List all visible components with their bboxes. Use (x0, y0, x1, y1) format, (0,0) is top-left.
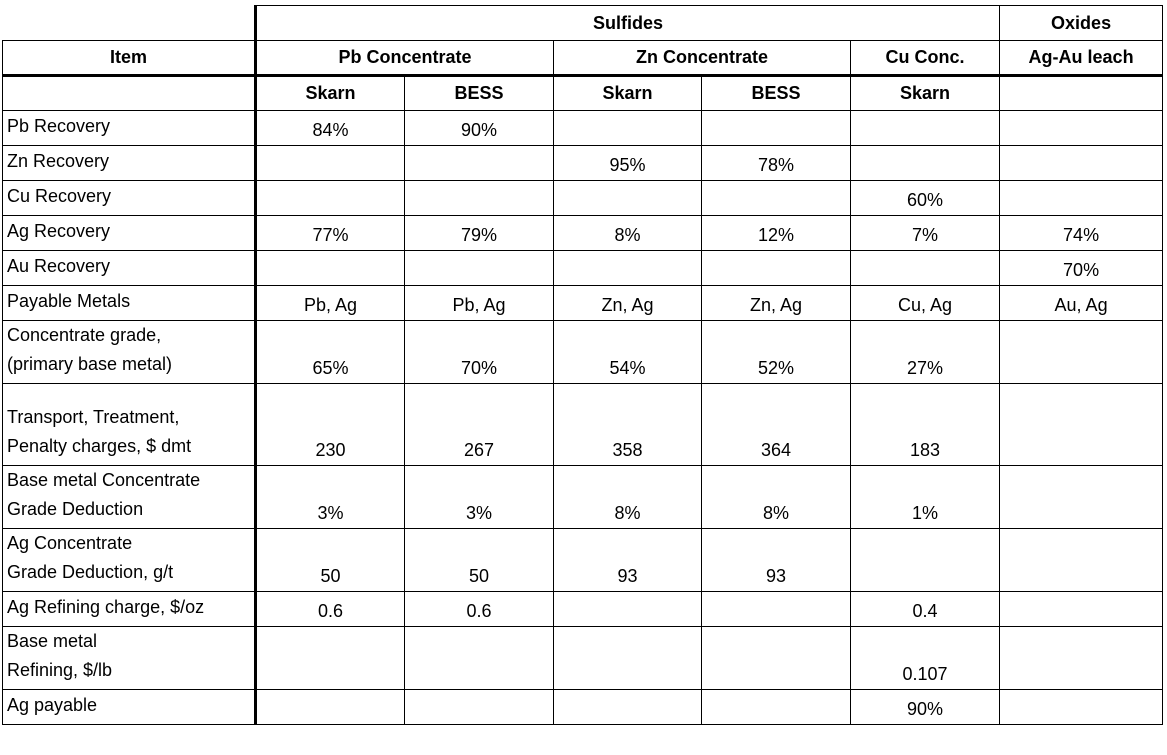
row-label-line2: Penalty charges, $ dmt (7, 436, 192, 456)
table-cell (851, 529, 1000, 592)
sulfides-header: Sulfides (256, 6, 1000, 41)
table-cell (256, 690, 405, 725)
pb-concentrate-header: Pb Concentrate (256, 41, 554, 76)
table-cell: 12% (702, 216, 851, 251)
row-label-line2: Grade Deduction (7, 499, 144, 519)
row-label: Ag Refining charge, $/oz (3, 592, 256, 627)
recovery-table (2, 5, 1163, 725)
row-label (3, 466, 256, 529)
subheader-blank (3, 76, 256, 111)
table-cell: 3% (256, 466, 405, 529)
subheader-pb-bess: BESS (405, 76, 554, 111)
table-cell (1000, 384, 1163, 466)
table-row (3, 286, 1163, 321)
table-cell: 54% (554, 321, 702, 384)
row-label-line2: Grade Deduction, g/t (7, 562, 174, 582)
table-cell (554, 627, 702, 690)
table-cell: 79% (405, 216, 554, 251)
table-cell (1000, 111, 1163, 146)
table-cell (702, 111, 851, 146)
table-row (3, 251, 1163, 286)
table-cell (851, 111, 1000, 146)
table-cell (554, 111, 702, 146)
table-row (3, 111, 1163, 146)
corner-cell (3, 6, 256, 41)
table-cell: 0.107 (851, 627, 1000, 690)
table-cell (256, 627, 405, 690)
table-cell (554, 592, 702, 627)
table-row (3, 321, 1163, 384)
table-cell: 52% (702, 321, 851, 384)
row-label-line1: Base metal (7, 631, 98, 651)
table-cell (1000, 690, 1163, 725)
table-cell: 60% (851, 181, 1000, 216)
table-cell (1000, 592, 1163, 627)
subheader-zn-skarn: Skarn (554, 76, 702, 111)
table-cell (1000, 529, 1163, 592)
row-label: Pb Recovery (3, 111, 256, 146)
table-row (3, 592, 1163, 627)
table-row (3, 216, 1163, 251)
table-cell (405, 627, 554, 690)
row-label-line1: Transport, Treatment, (7, 407, 180, 427)
table-row (3, 384, 1163, 466)
table-cell: 183 (851, 384, 1000, 466)
row-label (3, 529, 256, 592)
row-label: Au Recovery (3, 251, 256, 286)
subheader-agau (1000, 76, 1163, 111)
row-label-line2: Refining, $/lb (7, 660, 113, 680)
table-cell: 90% (851, 690, 1000, 725)
table-cell (405, 690, 554, 725)
row-label (3, 384, 256, 466)
table-cell (851, 146, 1000, 181)
table-cell: 50 (405, 529, 554, 592)
table-cell (702, 592, 851, 627)
zn-concentrate-header: Zn Concentrate (554, 41, 851, 76)
table-cell: 8% (554, 216, 702, 251)
table-cell (1000, 627, 1163, 690)
table-cell: Zn, Ag (554, 286, 702, 321)
table-cell: 77% (256, 216, 405, 251)
table-cell (1000, 146, 1163, 181)
table-cell: 0.6 (256, 592, 405, 627)
table-cell (405, 181, 554, 216)
row-label-line2: (primary base metal) (7, 354, 173, 374)
table-cell: 0.6 (405, 592, 554, 627)
table-cell: Au, Ag (1000, 286, 1163, 321)
table-cell (702, 627, 851, 690)
table-cell: 364 (702, 384, 851, 466)
table-cell: 78% (702, 146, 851, 181)
table-cell: 74% (1000, 216, 1163, 251)
table-cell: 84% (256, 111, 405, 146)
table-cell (702, 690, 851, 725)
table-cell (554, 251, 702, 286)
table-cell (1000, 181, 1163, 216)
row-label: Ag payable (3, 690, 256, 725)
table-row (3, 466, 1163, 529)
table-cell (1000, 466, 1163, 529)
table-cell: 95% (554, 146, 702, 181)
table-cell: 93 (702, 529, 851, 592)
table-cell (405, 146, 554, 181)
table-cell (554, 690, 702, 725)
row-label: Ag Recovery (3, 216, 256, 251)
table-cell: 1% (851, 466, 1000, 529)
table-cell: 267 (405, 384, 554, 466)
row-label-line1: Concentrate grade, (7, 325, 162, 345)
table-cell: 8% (554, 466, 702, 529)
table-cell (554, 181, 702, 216)
table-cell (702, 251, 851, 286)
table-cell: 93 (554, 529, 702, 592)
subheader-pb-skarn: Skarn (256, 76, 405, 111)
cu-concentrate-header: Cu Conc. (851, 41, 1000, 76)
table-cell: 0.4 (851, 592, 1000, 627)
table-cell: 3% (405, 466, 554, 529)
table-cell: 70% (405, 321, 554, 384)
table-cell: Pb, Ag (405, 286, 554, 321)
table-cell: Zn, Ag (702, 286, 851, 321)
item-header: Item (3, 41, 256, 76)
table-cell: 7% (851, 216, 1000, 251)
row-label-line1: Ag Concentrate (7, 533, 133, 553)
row-label-line1: Base metal Concentrate (7, 470, 201, 490)
oxides-header: Oxides (1000, 6, 1163, 41)
table-row (3, 690, 1163, 725)
table-row (3, 529, 1163, 592)
table-cell (256, 146, 405, 181)
table-cell (405, 251, 554, 286)
table-cell: 90% (405, 111, 554, 146)
table-cell: 230 (256, 384, 405, 466)
row-label (3, 321, 256, 384)
row-label: Cu Recovery (3, 181, 256, 216)
table-cell: 358 (554, 384, 702, 466)
table-cell: Cu, Ag (851, 286, 1000, 321)
table-cell (1000, 321, 1163, 384)
table-cell: 50 (256, 529, 405, 592)
table-cell (851, 251, 1000, 286)
table-cell: 70% (1000, 251, 1163, 286)
table-row (3, 146, 1163, 181)
table-row (3, 181, 1163, 216)
table-cell: 27% (851, 321, 1000, 384)
row-label: Payable Metals (3, 286, 256, 321)
subheader-cu-skarn: Skarn (851, 76, 1000, 111)
table-cell (702, 181, 851, 216)
table-cell: 8% (702, 466, 851, 529)
table-cell (256, 181, 405, 216)
row-label: Zn Recovery (3, 146, 256, 181)
subheader-zn-bess: BESS (702, 76, 851, 111)
table-cell (256, 251, 405, 286)
row-label (3, 627, 256, 690)
agau-leach-header: Ag-Au leach (1000, 41, 1163, 76)
table-cell: 65% (256, 321, 405, 384)
table-cell: Pb, Ag (256, 286, 405, 321)
table-row (3, 627, 1163, 690)
